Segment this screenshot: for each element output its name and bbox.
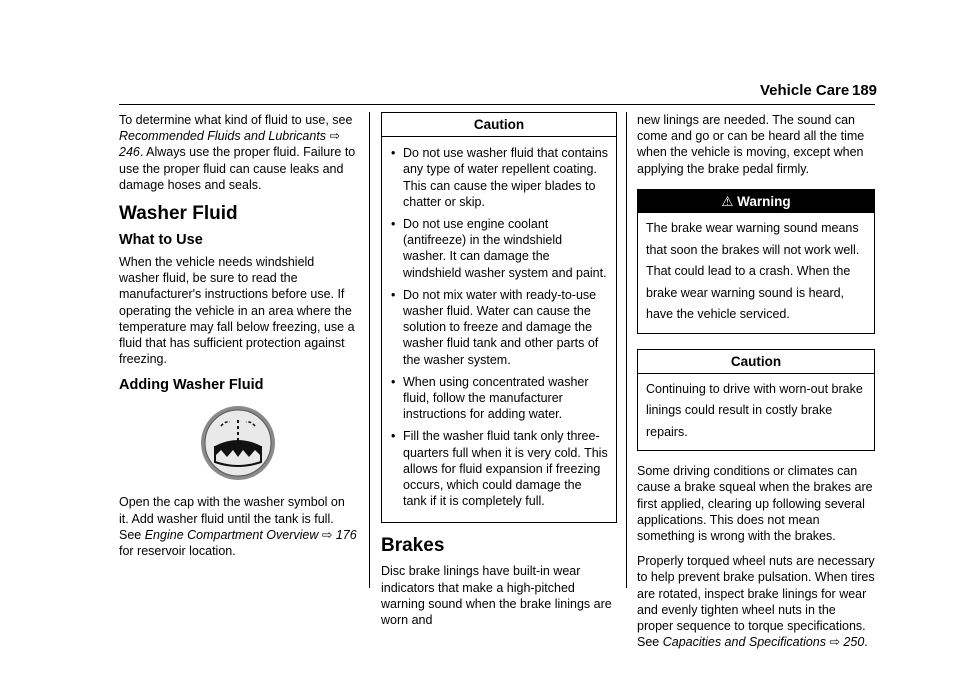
wheel-nuts-text: Properly torqued wheel nuts are necessary to help prevent brake pulsation. When tires are rotated, inspect brake linings for wear and evenly tighten wheel nuts in the proper sequence to torque specifications. See <box>637 554 875 650</box>
header-title: Vehicle Care <box>760 82 850 99</box>
what-to-use-heading: What to Use <box>119 232 203 249</box>
bullet-icon: • <box>391 217 396 232</box>
column-1 <box>119 112 357 568</box>
caution-item: • Do not use engine coolant (antifreeze) in the windshield washer. It can damage the windshield washer system and paint. <box>391 217 607 280</box>
warning-icon: ⚠ <box>721 193 738 209</box>
caution-title: Caution <box>638 350 874 374</box>
capacities-link[interactable]: Capacities and Specifications <box>662 635 827 650</box>
caution-list <box>390 145 608 509</box>
brake-warning-box <box>637 189 875 334</box>
wheel-nuts-text-end: . <box>864 635 868 650</box>
bullet-icon: • <box>391 374 396 389</box>
washer-fluid-symbol-icon <box>199 404 277 482</box>
engine-compartment-link[interactable]: Engine Compartment Overview <box>144 527 319 542</box>
column-divider-1 <box>369 112 370 588</box>
intro-paragraph <box>119 112 357 193</box>
adding-washer-fluid-heading: Adding Washer Fluid <box>119 377 264 394</box>
column-divider-2 <box>626 112 627 588</box>
page-number: 189 <box>852 82 878 99</box>
fluids-link[interactable]: Recommended Fluids and Lubricants <box>119 129 327 144</box>
brake-squeal-paragraph: Some driving conditions or climates can cause a brake squeal when the brakes are first applied, clearing up following several applications. This does not mean something is wrong with the brakes. <box>637 464 873 544</box>
caution-item: • When using concentrated washer fluid, follow the manufacturer instructions for adding water. <box>391 374 589 422</box>
caution-text: Continuing to drive with worn-out brake linings could result in costly brake repairs. <box>646 381 863 439</box>
warning-title: Warning <box>737 193 791 209</box>
bullet-icon: • <box>391 146 396 161</box>
brakes-heading: Brakes <box>381 535 445 557</box>
warning-text: The brake wear warning sound means that soon the brakes will not work well. That could lead to a crash. When the brake wear warning sound is heard, have the vehicle serviced. <box>646 221 860 322</box>
adding-paragraph <box>119 494 357 559</box>
warning-title-bar <box>638 190 874 213</box>
washer-caution-box <box>381 112 617 523</box>
capacities-page-ref[interactable]: ⇨ 250 <box>826 635 865 650</box>
caution-item: • Fill the washer fluid tank only three-quarters full when it is very cold. This allows for fluid expansion if freezing occurs, which could damage the tank if it is completely full. <box>391 429 608 509</box>
caution-item: • Do not mix water with ready-to-use washer fluid. Water can cause the solution to freeze and damage the washer fluid tank and other parts of the washer system. <box>391 287 599 367</box>
fluids-page-ref[interactable]: ⇨ 246 <box>119 129 341 160</box>
header-rule <box>119 104 875 105</box>
washer-fluid-heading: Washer Fluid <box>119 203 238 225</box>
intro-text: To determine what kind of fluid to use, see <box>119 113 353 127</box>
column-2 <box>381 112 617 637</box>
brakes-continued-paragraph: new linings are needed. The sound can come and go or can be heard all the time when the vehicle is moving, except when applying the brake pedal firmly. <box>637 113 865 176</box>
wheel-nuts-paragraph <box>637 553 875 650</box>
brakes-paragraph: Disc brake linings have built-in wear indicators that make a high-pitched warning sound when the brake linings are worn and <box>381 564 612 628</box>
bullet-icon: • <box>391 287 396 302</box>
caution-title: Caution <box>382 113 616 137</box>
what-to-use-paragraph: When the vehicle needs windshield washer fluid, be sure to read the manufacturer's instructions before use. If operating the vehicle in an area where the temperature may fall below freezing, use a fluid that has sufficient protection against freezing. <box>119 255 355 367</box>
engine-compartment-page-ref[interactable]: ⇨ 176 <box>318 527 357 542</box>
bullet-icon: • <box>391 429 396 444</box>
caution-item: • Do not use washer fluid that contains any type of water repellent coating. This can cause the wiper blades to chatter or skip. <box>391 146 608 209</box>
adding-text-end: for reservoir location. <box>119 544 236 559</box>
intro-text-end: . Always use the proper fluid. Failure to use the proper fluid can cause leaks and damage hoses and seals. <box>119 145 356 192</box>
adding-text: Open the cap with the washer symbol on it. Add washer fluid until the tank is full. See <box>119 495 345 542</box>
column-3 <box>637 112 875 659</box>
brake-caution-box <box>637 349 875 452</box>
